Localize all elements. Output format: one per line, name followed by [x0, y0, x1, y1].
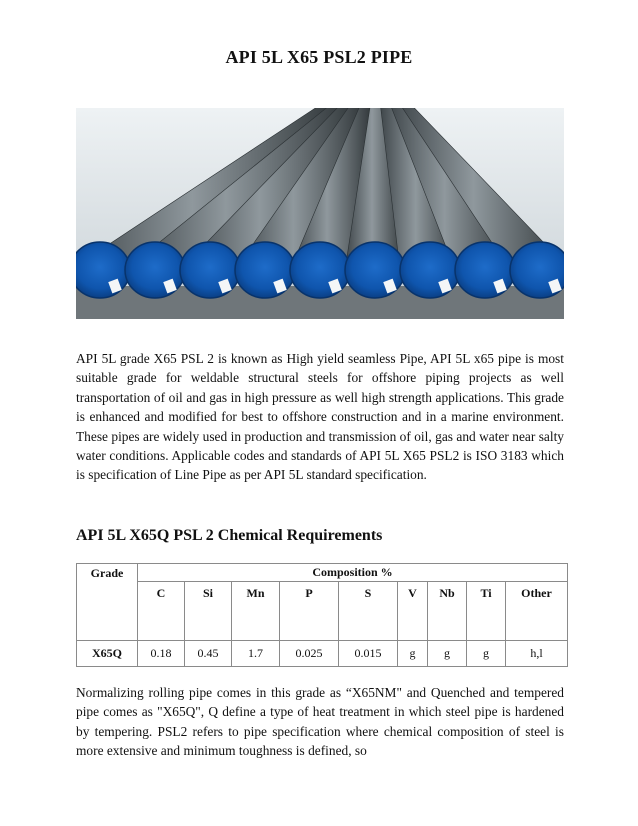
- value-cell: g: [398, 641, 428, 667]
- page-title: API 5L X65 PSL2 PIPE: [225, 47, 413, 67]
- grade-header: Grade: [77, 564, 138, 641]
- section-heading: API 5L X65Q PSL 2 Chemical Requirements: [76, 527, 383, 544]
- value-cell: 0.015: [339, 641, 398, 667]
- chemical-requirements-table: [76, 563, 568, 667]
- column-header: Other: [506, 582, 568, 641]
- column-header: Ti: [467, 582, 506, 641]
- pipe-stack-photo: [76, 108, 564, 319]
- composition-header: Composition %: [138, 564, 568, 582]
- column-header: Mn: [232, 582, 280, 641]
- pipe-end-cap: [76, 242, 130, 298]
- value-cell: 0.18: [138, 641, 185, 667]
- value-cell: h,l: [506, 641, 568, 667]
- heat-treatment-paragraph: Normalizing rolling pipe comes in this grade as “X65NM" and Quenched and tempered pipe comes as "X65Q", Q define a type of heat treatment in which steel pipe is hardened by tempering. PSL2 refers to pipe specification where chemical composition of steel is more extensive and minimum toughness is defined, so: [76, 685, 564, 759]
- grade-cell: X65Q: [77, 641, 138, 667]
- value-cell: g: [428, 641, 467, 667]
- column-header: S: [339, 582, 398, 641]
- column-header: V: [398, 582, 428, 641]
- column-header: Si: [185, 582, 232, 641]
- pipe-stack-illustration: [76, 108, 564, 319]
- value-cell: 1.7: [232, 641, 280, 667]
- value-cell: 0.45: [185, 641, 232, 667]
- column-header: Nb: [428, 582, 467, 641]
- value-cell: 0.025: [280, 641, 339, 667]
- column-header: P: [280, 582, 339, 641]
- column-header: C: [138, 582, 185, 641]
- table-row: [77, 641, 568, 667]
- intro-paragraph: API 5L grade X65 PSL 2 is known as High yield seamless Pipe, API 5L x65 pipe is most suitable grade for weldable structural steels for offshore piping projects as well transportation of oil and gas in high pressure as well high strength applications. This grade is enhanced and modified for best to offshore construction and in a marine environment. These pipes are widely used in production and transmission of oil, gas and water near salty water conditions. Applicable codes and standards of API 5L X65 PSL2 is ISO 3183 which is specification of Line Pipe as per API 5L standard specification.: [76, 351, 564, 483]
- value-cell: g: [467, 641, 506, 667]
